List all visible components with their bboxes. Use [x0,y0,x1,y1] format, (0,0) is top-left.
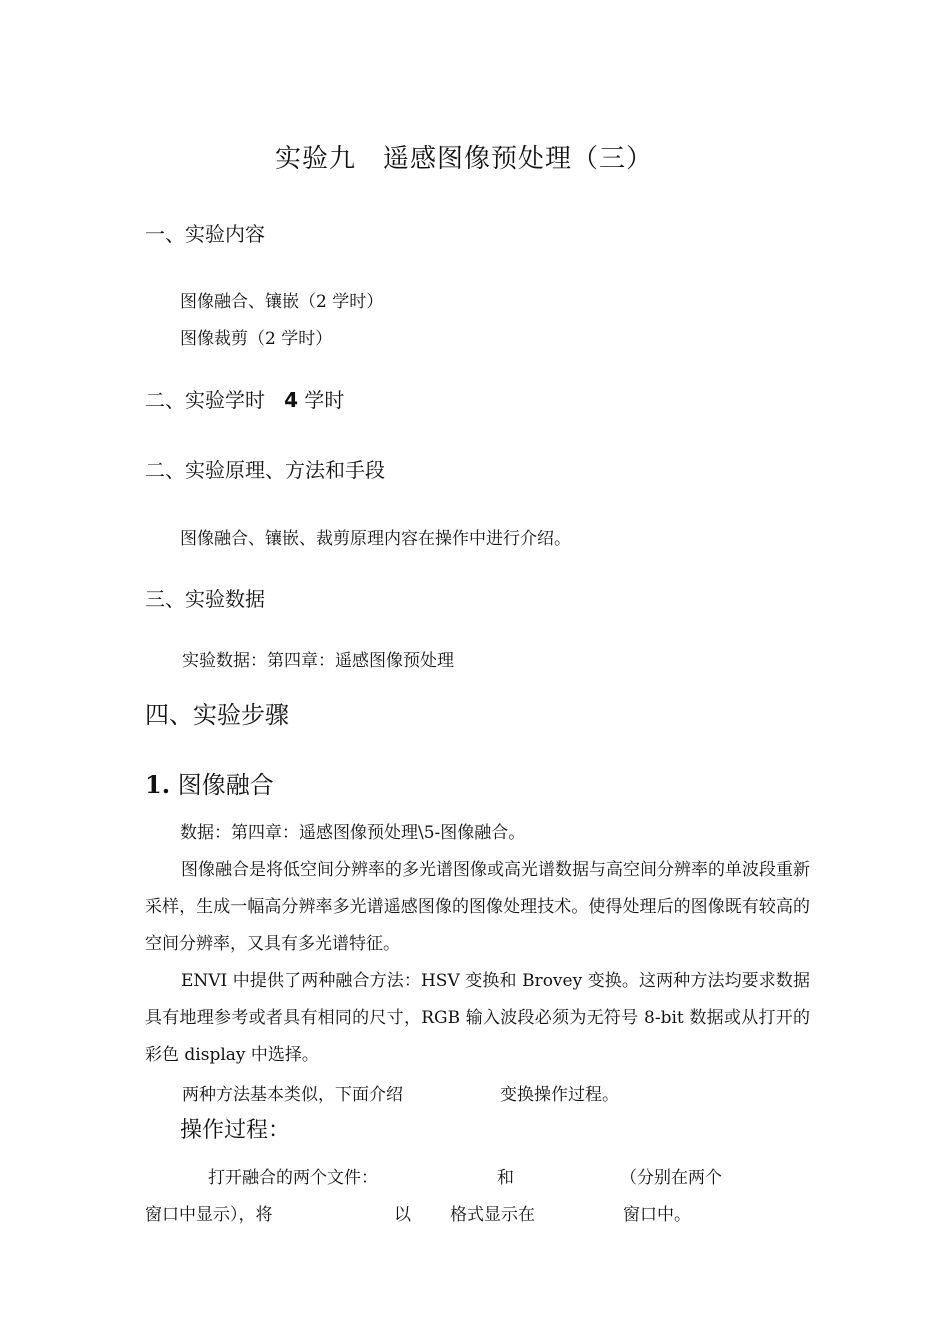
step1-para3-b: 变换操作过程。 [500,1085,619,1105]
heading-hours [145,384,344,413]
data-text: 实验数据：第四章：遥感图像预处理 [182,651,454,671]
hours-value: 4 [284,388,298,412]
heading-step1 [145,765,274,800]
step1-paragraph-2-text: ENVI 中提供了两种融合方法：HSV 变换和 Brovey 变换。这两种方法均要求数据具有地理参考或者具有相同的尺寸，RGB 输入波段必须为无符号 8-bit 数据或从打开的彩色 display 中选择。 [145,971,810,1065]
op-line1-a: 打开融合的两个文件： [208,1168,378,1188]
op-line2-d: 窗口中。 [623,1205,691,1225]
heading-data: 三、实验数据 [145,587,265,611]
op-line2-a: 窗口中显示），将 [145,1205,273,1225]
principle-text: 图像融合、镶嵌、裁剪原理内容在操作中进行介绍。 [180,529,571,549]
heading-hours-prefix: 二、实验学时 [145,388,265,412]
step1-data: 数据：第四章：遥感图像预处理\5-图像融合。 [180,823,526,843]
heading-content: 一、实验内容 [145,222,265,246]
page-title: 实验九 遥感图像预处理（三） [275,144,654,174]
hours-unit: 学时 [304,388,345,412]
content-item-1: 图像融合、镶嵌（2 学时） [180,292,384,312]
step1-paragraph-1-text: 图像融合是将低空间分辨率的多光谱图像或高光谱数据与高空间分辨率的单波段重新采样，生成一幅高分辨率多光谱遥感图像的图像处理技术。使得处理后的图像既有较高的空间分辨率，又具有多光谱特征。 [145,860,810,954]
step1-number: 1. [145,770,171,799]
op-line2-c: 格式显示在 [450,1205,535,1225]
heading-principle: 二、实验原理、方法和手段 [145,458,385,482]
step1-title: 图像融合 [177,771,274,799]
op-line1-c: （分别在两个 [620,1168,722,1188]
step1-paragraph-2 [145,963,810,1074]
op-line2-b: 以 [394,1205,411,1225]
step1-para3-a: 两种方法基本类似，下面介绍 [182,1085,403,1105]
step1-paragraph-1 [145,852,810,963]
op-line1-b: 和 [497,1168,514,1188]
heading-operation: 操作过程： [180,1118,291,1143]
heading-steps: 四、实验步骤 [145,701,289,729]
content-item-2: 图像裁剪（2 学时） [180,329,333,349]
